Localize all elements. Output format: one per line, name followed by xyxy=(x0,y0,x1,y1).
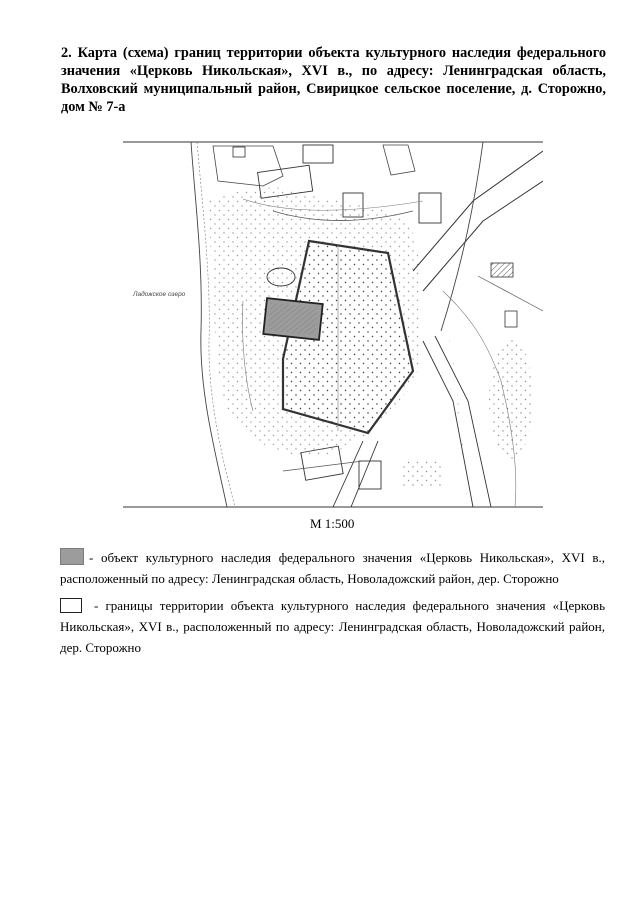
map-drawing xyxy=(123,141,543,509)
map-scale: М 1:500 xyxy=(310,516,355,531)
document-heading: 2. Карта (схема) границ территории объекта культурного наследия федерального значения «Церковь Никольская», XVI в., по адресу: Ленинградская область, Волховский муниципальный район, Свирицкое сельское поселение, д. Сторожно, дом № 7-а xyxy=(61,45,606,115)
boundary-outline-swatch xyxy=(60,598,82,613)
legend-item-boundary xyxy=(60,595,605,658)
legend-text-object: - объект культурного наследия федерального значения «Церковь Никольская», XVI в., расположенный по адресу: Ленинградская область, Новоладожский район, дер. Сторожно xyxy=(60,550,605,586)
legend-text-boundary: - границы территории объекта культурного наследия федерального значения «Церковь Никольская», XVI в., расположенный по адресу: Ленинградская область, Новоладожский район, дер. Сторожно xyxy=(60,598,605,655)
legend-item-object xyxy=(60,547,605,589)
object-fill-swatch xyxy=(60,548,84,565)
territory-map xyxy=(123,141,543,509)
lake-label: Ладожское озеро xyxy=(133,291,186,298)
